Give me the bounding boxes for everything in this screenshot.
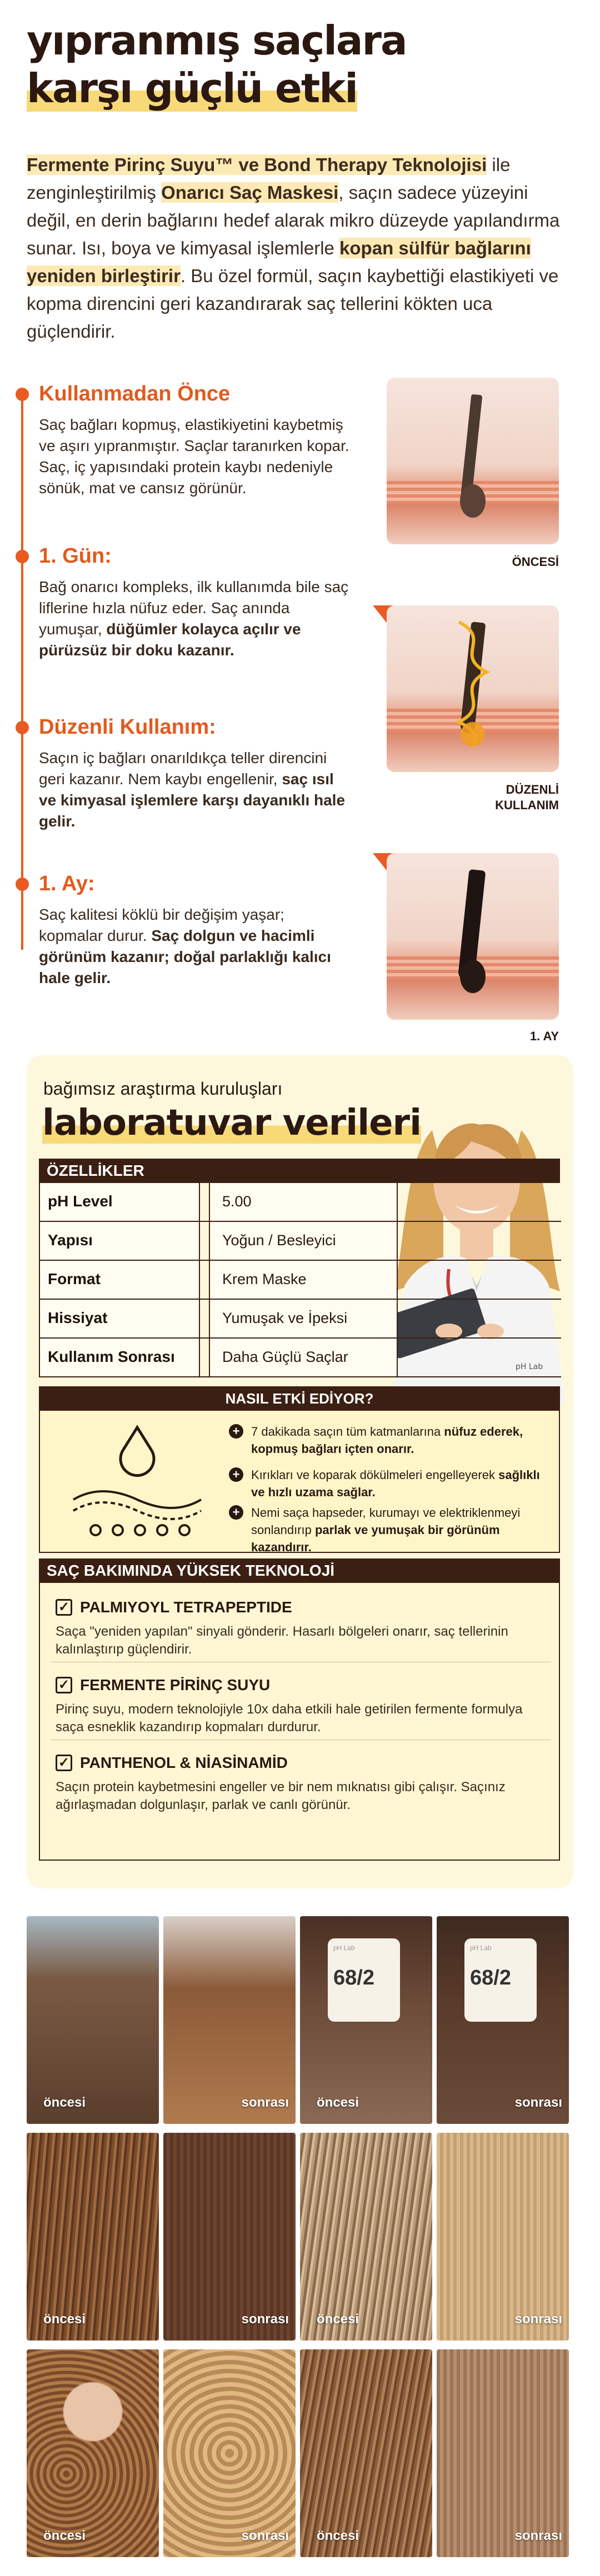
before-photo: öncesi (27, 2349, 159, 2557)
timeline-section (0, 361, 600, 1043)
table-row: Yapısı Yoğun / Besleyici (39, 1222, 561, 1261)
title-line-1: yıpranmış saçlara (27, 17, 407, 64)
plus-icon: + (229, 1424, 243, 1439)
plus-icon: + (229, 1467, 243, 1482)
step-text: Saç bağları kopmuş, elastikiyetini kaybetmiş ve aşırı yıpranmıştır. Saçlar taranırken kopar. Saç, iç yapısındaki protein kaybı nedeniyle sönük, mat ve cansız görünür. (39, 416, 349, 497)
after-photo: sonrası (437, 2349, 569, 2557)
hair-strand-photo-month1 (387, 853, 559, 1020)
after-photo: sonrası (437, 2133, 569, 2341)
intro-paragraph (27, 151, 573, 345)
after-photo: sonrası (163, 2133, 296, 2341)
how-item: + Nemi saça hapseder, kurumayı ve elektriklenmeyi sonlandırıp parlak ve yumuşak bir görünüm kazandırır. (251, 1504, 551, 1556)
hair-strand-photo-before (387, 378, 559, 544)
intro-text-1: ile zenginleştirilmiş (27, 154, 511, 203)
intro-text-3: . Bu özel formül, saçın kaybettiği elastikiyeti ve kopma direncini geri kazandırarak saç tellerini kökten uca güçlendirir. (27, 265, 559, 342)
timeline-dot (16, 878, 29, 891)
photo-label-month1: 1. AY (529, 1029, 559, 1043)
how-it-works-header: NASIL ETKİ EDİYOR? (39, 1386, 560, 1411)
after-photo: sonrası (163, 2349, 296, 2557)
how-it-works-box (39, 1411, 560, 1553)
tech-item: ✓ PALMIYOYL TETRAPEPTIDE Saça "yeniden yapılan" sinyali gönderir. Hasarlı bölgeleri onarır, saç tellerinin kalınlaştırıp güçlendirir. (56, 1598, 508, 1657)
step-text-plain: Saçın iç bağları onarıldıkça teller direncini geri kazanır. Nem kaybı engellenir, (39, 749, 327, 788)
check-icon: ✓ (56, 1677, 72, 1693)
coat-logo-text: pH Lab (516, 1362, 543, 1371)
before-after-gallery (27, 1916, 573, 2576)
plus-icon: + (229, 1505, 243, 1520)
title-line-2: karşı güçlü etki (27, 65, 357, 112)
timeline-step-month1 (39, 871, 350, 989)
step-title: 1. Gün: (39, 544, 112, 568)
timeline-step-before (39, 381, 350, 499)
timeline-dot (16, 388, 29, 401)
before-photo: öncesi (27, 2133, 159, 2341)
step-text-plain: Saç kalitesi köklü bir değişim yaşar; kopmalar durur. (39, 906, 284, 944)
lab-title: laboratuvar verileri (42, 1102, 422, 1144)
product-jar-image: pH Lab 68/2 (328, 1938, 400, 2022)
step-title: Kullanmadan Önce (39, 382, 231, 405)
check-icon: ✓ (56, 1755, 72, 1771)
product-jar-image: pH Lab 68/2 (464, 1938, 537, 2022)
step-text-bold: saç ısıl ve kimyasal işlemlere karşı dayanıklı hale gelir. (39, 770, 346, 830)
step-title: Düzenli Kullanım: (39, 715, 216, 739)
intro-highlight: kopan sülfür bağlarını yeniden birleştirir (27, 238, 531, 286)
before-photo: öncesi (300, 2349, 432, 2557)
after-photo-with-jar: pH Lab 68/2 sonrası (437, 1916, 569, 2124)
timeline-dot (16, 550, 29, 563)
bond-helix-icon (448, 617, 498, 750)
photo-label-before: ÖNCESİ (512, 555, 559, 569)
how-item: + 7 dakikada saçın tüm katmanlarına nüfuz ederek, kopmuş bağları içten onarır. (251, 1423, 551, 1457)
features-header: ÖZELLİKLER (39, 1159, 560, 1183)
after-photo: sonrası (163, 1916, 296, 2124)
lab-subtitle: bağımsız araştırma kuruluşları (43, 1079, 283, 1099)
step-text (39, 748, 350, 832)
step-text-plain: Bağ onarıcı kompleks, ilk kullanımda bile saç liflerine hızla nüfuz eder. Saç anında yumuşar, (39, 578, 349, 638)
timeline-dot (16, 721, 29, 734)
before-photo-with-jar: pH Lab 68/2 öncesi (300, 1916, 432, 2124)
step-text (39, 577, 350, 661)
features-table (39, 1183, 561, 1377)
timeline-step-day1 (39, 543, 350, 661)
step-text (39, 904, 350, 989)
timeline-line (21, 389, 23, 950)
before-photo: öncesi (300, 2133, 432, 2341)
tech-header: SAÇ BAKIMINDA YÜKSEK TEKNOLOJİ (39, 1558, 560, 1583)
tech-item: ✓ PANTHENOL & NİASİNAMİD Saçın protein kaybetmesini engeller ve bir nem mıknatısı gibi çalışır. Saçınız ağırlaşmadan dolgunlaşır, parlak ve canlı görünür. (56, 1754, 506, 1812)
table-row: Format Krem Maske (39, 1261, 561, 1300)
step-text-bold: Saç dolgun ve hacimli görünüm kazanır; doğal parlaklığı kalıcı hale gelir. (39, 927, 331, 986)
step-title: 1. Ay: (39, 872, 95, 895)
tech-box (39, 1583, 560, 1861)
timeline-step-regular (39, 714, 350, 832)
table-row: Kullanım Sonrası Daha Güçlü Saçlar (39, 1339, 561, 1377)
header-section (27, 17, 573, 345)
lab-data-section (27, 1055, 573, 1888)
intro-text-2: , saçın sadece yüzeyini değil, en derin bağlarını hedef alarak mikro düzeyde yapılandırma sunar. Isı, boya ve kimyasal işlemlerle (27, 182, 560, 258)
photo-label-regular: DÜZENLİ KULLANIM (495, 783, 559, 812)
hair-strand-photo-regular (387, 605, 559, 772)
hair-layers-icon (62, 1422, 212, 1544)
page-title (27, 17, 573, 112)
table-row: pH Level 5.00 (39, 1183, 561, 1222)
intro-product-name: Onarıcı Saç Maskesi (161, 182, 339, 203)
table-row: Hissiyat Yumuşak ve İpeksi (39, 1300, 561, 1339)
intro-tech-name: Fermente Pirinç Suyu™ ve Bond Therapy Teknolojisi (27, 154, 487, 175)
before-photo: öncesi (27, 1916, 159, 2124)
how-item: + Kırıkları ve koparak dökülmeleri engelleyerek sağlıklı ve hızlı uzama sağlar. (251, 1466, 551, 1501)
check-icon: ✓ (56, 1599, 72, 1616)
step-text-bold: düğümler kolayca açılır ve pürüzsüz bir doku kazanır. (39, 620, 301, 659)
tech-item: ✓ FERMENTE PİRİNÇ SUYU Pirinç suyu, modern teknolojiyle 10x daha etkili hale getirilen fermente formulya saça esneklik kazandırıp kopmaları durdurur. (56, 1676, 523, 1735)
